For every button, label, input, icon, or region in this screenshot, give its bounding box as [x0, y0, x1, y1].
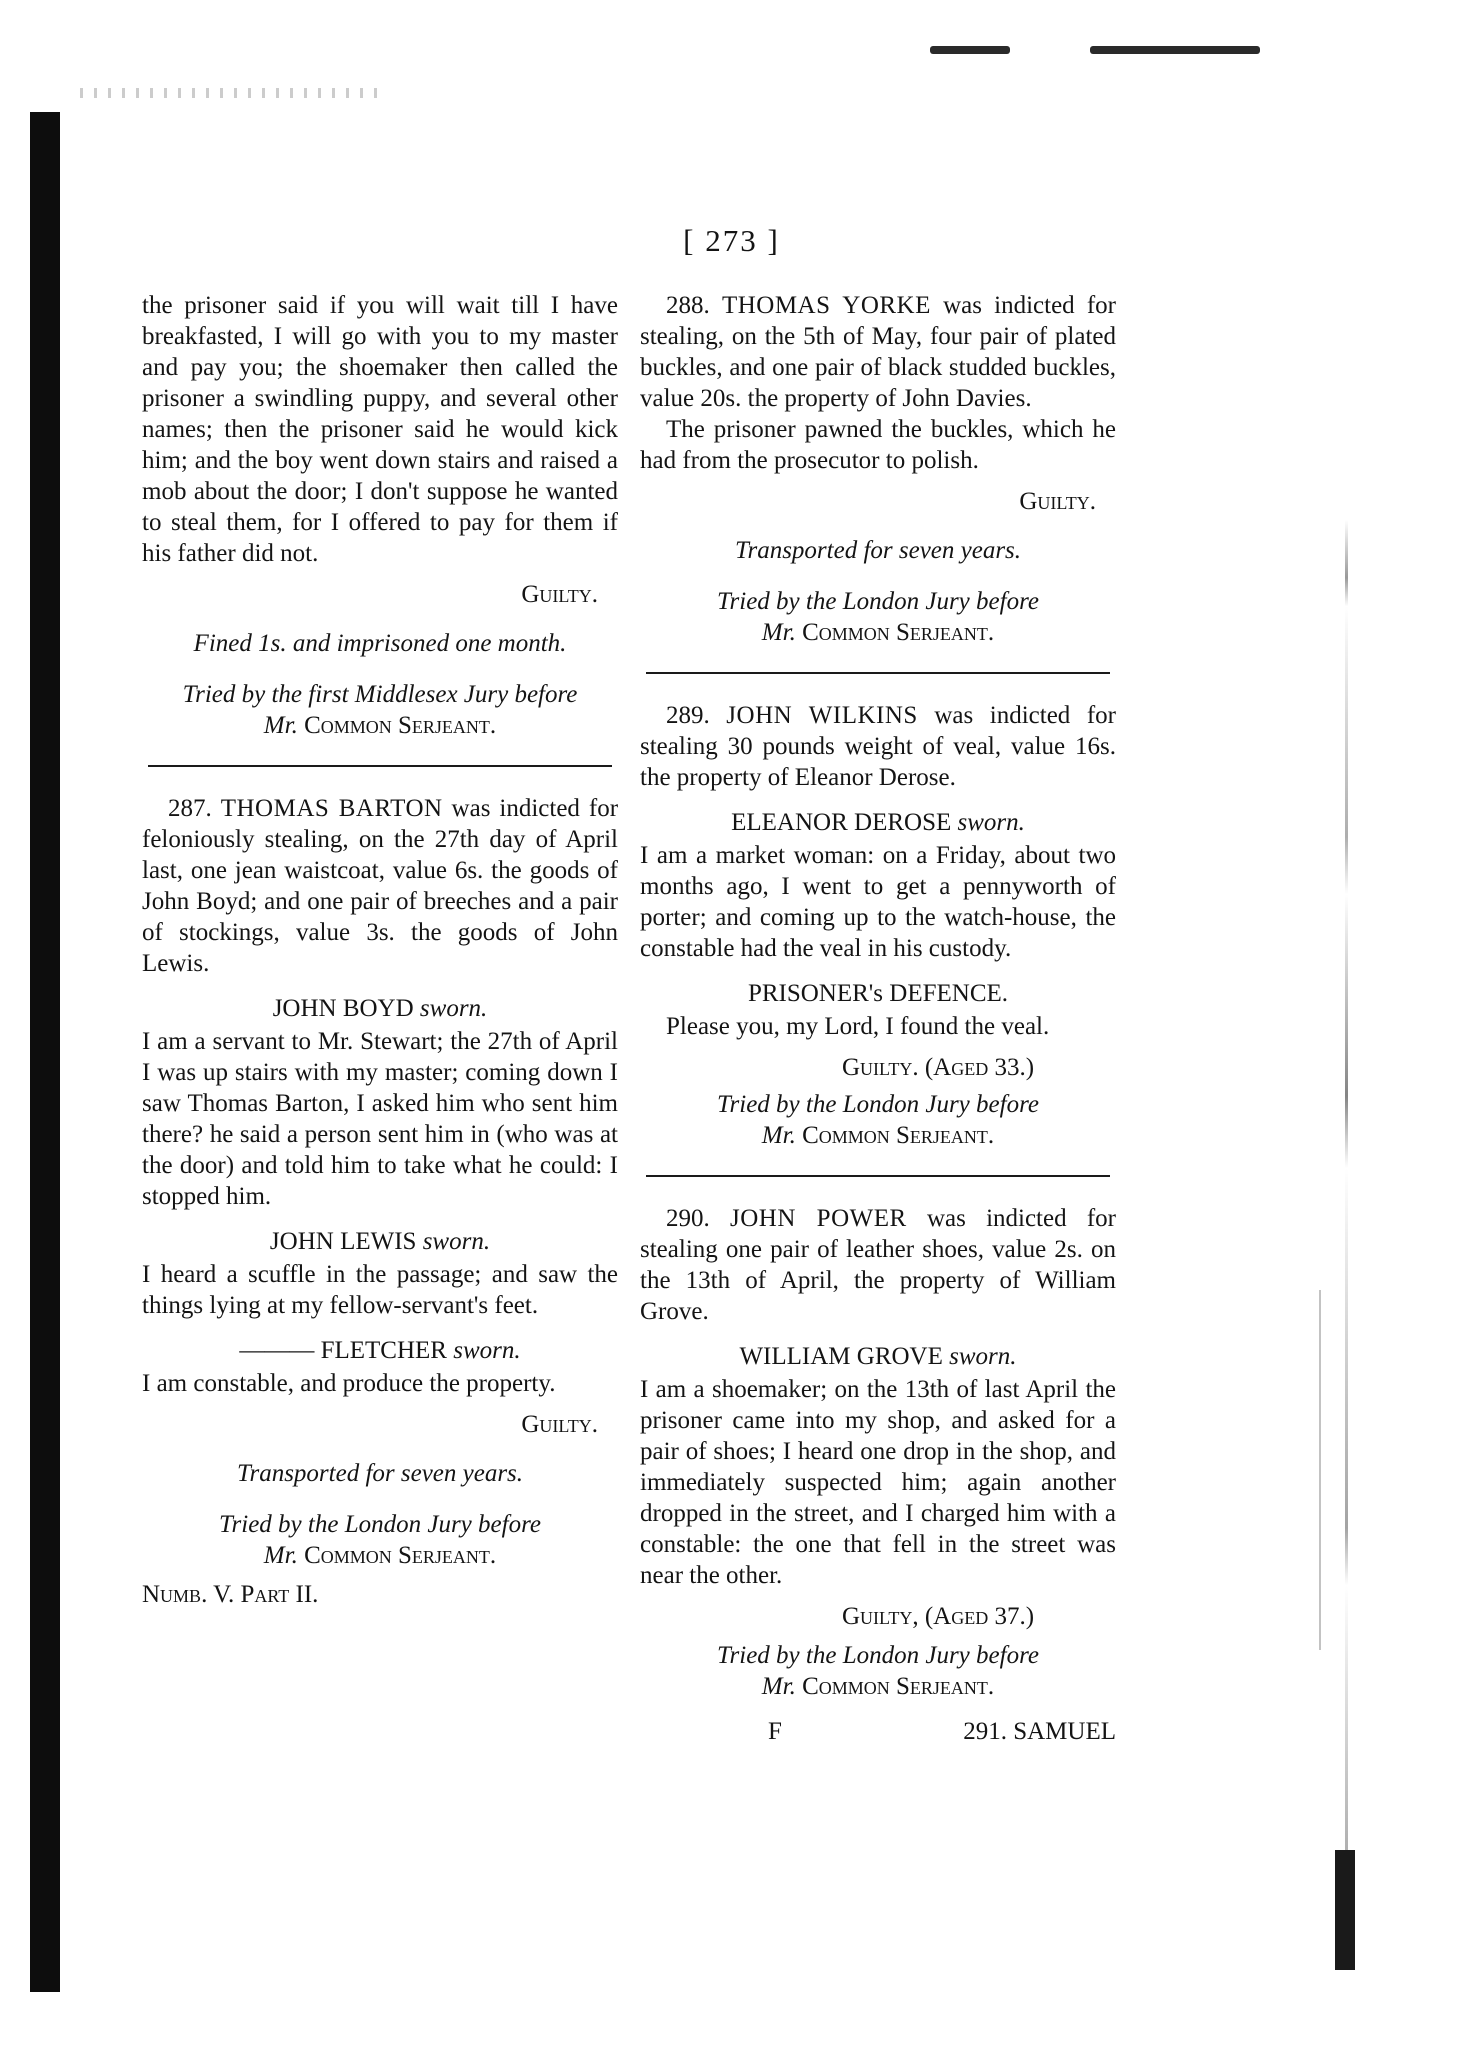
jury-line: Tried by the London Jury before — [717, 1091, 1039, 1118]
jury-note — [142, 679, 618, 741]
verdict: Guilty. — [521, 581, 598, 608]
jury-line: Tried by the London Jury before — [717, 588, 1039, 615]
judge-name: Common Serjeant. — [802, 1673, 995, 1700]
verdict: Guilty, (Aged 37.) — [841, 1603, 1035, 1630]
defendant-name: JOHN POWER — [730, 1205, 907, 1232]
judge-title: Mr. — [761, 1673, 796, 1700]
judge-line — [640, 1671, 1116, 1702]
signature-mark: F — [768, 1718, 782, 1745]
witness-name: JOHN BOYD — [272, 995, 414, 1022]
judge-line — [142, 1540, 618, 1571]
case-detail: The prisoner pawned the buckles, which he had from the prosecutor to polish. — [640, 416, 1116, 474]
verdict: Guilty. — [1019, 488, 1096, 515]
judge-title: Mr. — [263, 1542, 298, 1569]
verdict: Guilty. — [521, 1411, 598, 1438]
case-number: 289. — [666, 702, 710, 729]
defence-heading: PRISONER's DEFENCE. — [747, 980, 1009, 1007]
sworn-label: sworn. — [419, 995, 488, 1022]
sentence: Transported for seven years. — [734, 537, 1022, 564]
issue-footer: Numb. V. Part II. — [142, 1581, 319, 1608]
judge-title: Mr. — [761, 1122, 796, 1149]
scan-corner-blot — [1335, 1850, 1355, 1970]
jury-note — [640, 586, 1116, 648]
jury-note — [640, 1089, 1116, 1151]
defendant-name: THOMAS YORKE — [721, 292, 931, 319]
sentence: Fined 1s. and imprisoned one month. — [193, 630, 567, 657]
jury-note — [142, 1509, 618, 1571]
sworn-label: sworn. — [453, 1337, 521, 1364]
case-number: 288. — [666, 292, 710, 319]
page-footer — [640, 1716, 1116, 1747]
jury-line: Tried by the London Jury before — [219, 1511, 541, 1538]
case-289 — [640, 700, 1116, 793]
indictment-text: was indicted for stealing one pair of leather shoes, value 2s. on the 13th of April, the property of William Grove. — [640, 1205, 1117, 1325]
section-divider — [148, 765, 612, 767]
left-column — [142, 290, 618, 1610]
judge-title: Mr. — [761, 619, 796, 646]
right-column — [640, 290, 1116, 1747]
scan-top-smudge — [930, 46, 1010, 54]
scan-faint-smudge — [80, 88, 380, 98]
case-287 — [142, 793, 618, 979]
judge-title: Mr. — [263, 712, 298, 739]
section-divider — [646, 672, 1110, 674]
sworn-label: sworn. — [957, 809, 1025, 836]
indictment-text: was indicted for stealing 30 pounds weight of veal, value 16s. the property of Eleanor Derose. — [640, 702, 1117, 791]
witness-testimony: I am a servant to Mr. Stewart; the 27th of April I was up stairs with my master; coming down I saw Thomas Barton, I asked him who sent him there? he said a person sent him in (who was at the door) and told him to take what he could: I stopped him. — [142, 1028, 618, 1210]
judge-line — [640, 1120, 1116, 1151]
jury-line: Tried by the London Jury before — [717, 1642, 1039, 1669]
witness-heading — [142, 993, 618, 1024]
scan-right-edge — [1345, 520, 1348, 1960]
witness-name: ——— FLETCHER — [239, 1337, 447, 1364]
witness-name: ELEANOR DEROSE — [731, 809, 952, 836]
scan-binding-shadow — [30, 112, 60, 1992]
scan-right-edge-inner — [1319, 1290, 1321, 1650]
judge-name: Common Serjeant. — [304, 712, 497, 739]
catchword: 291. SAMUEL — [963, 1718, 1116, 1745]
witness-heading — [640, 1341, 1116, 1372]
sworn-label: sworn. — [949, 1343, 1017, 1370]
witness-testimony: I am a shoemaker; on the 13th of last April the prisoner came into my shop, and asked for a pair of shoes; I heard one drop in the shop, and immediately suspected him; again another dropped in the street, and I charged him with a constable: the one that fell in the street was near the other. — [640, 1376, 1116, 1589]
case-number: 287. — [168, 795, 212, 822]
scan-top-smudge — [1090, 46, 1260, 54]
witness-name: JOHN LEWIS — [269, 1228, 417, 1255]
indictment-text: was indicted for stealing, on the 5th of May, four pair of plated buckles, and one pair of black studded buckles, value 20s. the property of John Davies. — [640, 292, 1116, 412]
continuation-paragraph: the prisoner said if you will wait till I have breakfasted, I will go with you to my master and pay you; the shoemaker then called the prisoner a swindling puppy, and several other names; then the prisoner said he would kick him; and the boy went down stairs and raised a mob about the door; I don't suppose he wanted to steal them, for I offered to pay for them if his father did not. — [142, 292, 618, 567]
defendant-name: JOHN WILKINS — [726, 702, 918, 729]
defendant-name: THOMAS BARTON — [220, 795, 443, 822]
witness-name: WILLIAM GROVE — [739, 1343, 943, 1370]
judge-name: Common Serjeant. — [304, 1542, 497, 1569]
witness-testimony: I am constable, and produce the property. — [142, 1370, 556, 1397]
case-288 — [640, 290, 1116, 414]
indictment-text: was indicted for feloniously stealing, on the 27th day of April last, one jean waistcoat, value 6s. the goods of John Boyd; and one pair of breeches and a pair of stockings, value 3s. the goods of John Lewis. — [142, 795, 619, 977]
defence-text: Please you, my Lord, I found the veal. — [666, 1013, 1050, 1040]
section-divider — [646, 1175, 1110, 1177]
witness-testimony: I heard a scuffle in the passage; and saw the things lying at my fellow-servant's feet. — [142, 1261, 618, 1319]
witness-heading — [142, 1335, 618, 1366]
judge-line — [142, 710, 618, 741]
page-number: [ 273 ] — [683, 223, 780, 258]
witness-heading — [142, 1226, 618, 1257]
jury-note — [640, 1640, 1116, 1702]
sentence: Transported for seven years. — [236, 1460, 524, 1487]
sworn-label: sworn. — [422, 1228, 491, 1255]
judge-line — [640, 617, 1116, 648]
judge-name: Common Serjeant. — [802, 1122, 995, 1149]
case-number: 290. — [666, 1205, 710, 1232]
witness-heading — [640, 807, 1116, 838]
witness-testimony: I am a market woman: on a Friday, about two months ago, I went to get a pennyworth of porter; and coming up to the watch-house, the constable had the veal in his custody. — [640, 842, 1116, 962]
judge-name: Common Serjeant. — [802, 619, 995, 646]
jury-line: Tried by the first Middlesex Jury before — [182, 681, 578, 708]
case-290 — [640, 1203, 1116, 1327]
verdict: Guilty. (Aged 33.) — [841, 1054, 1035, 1081]
